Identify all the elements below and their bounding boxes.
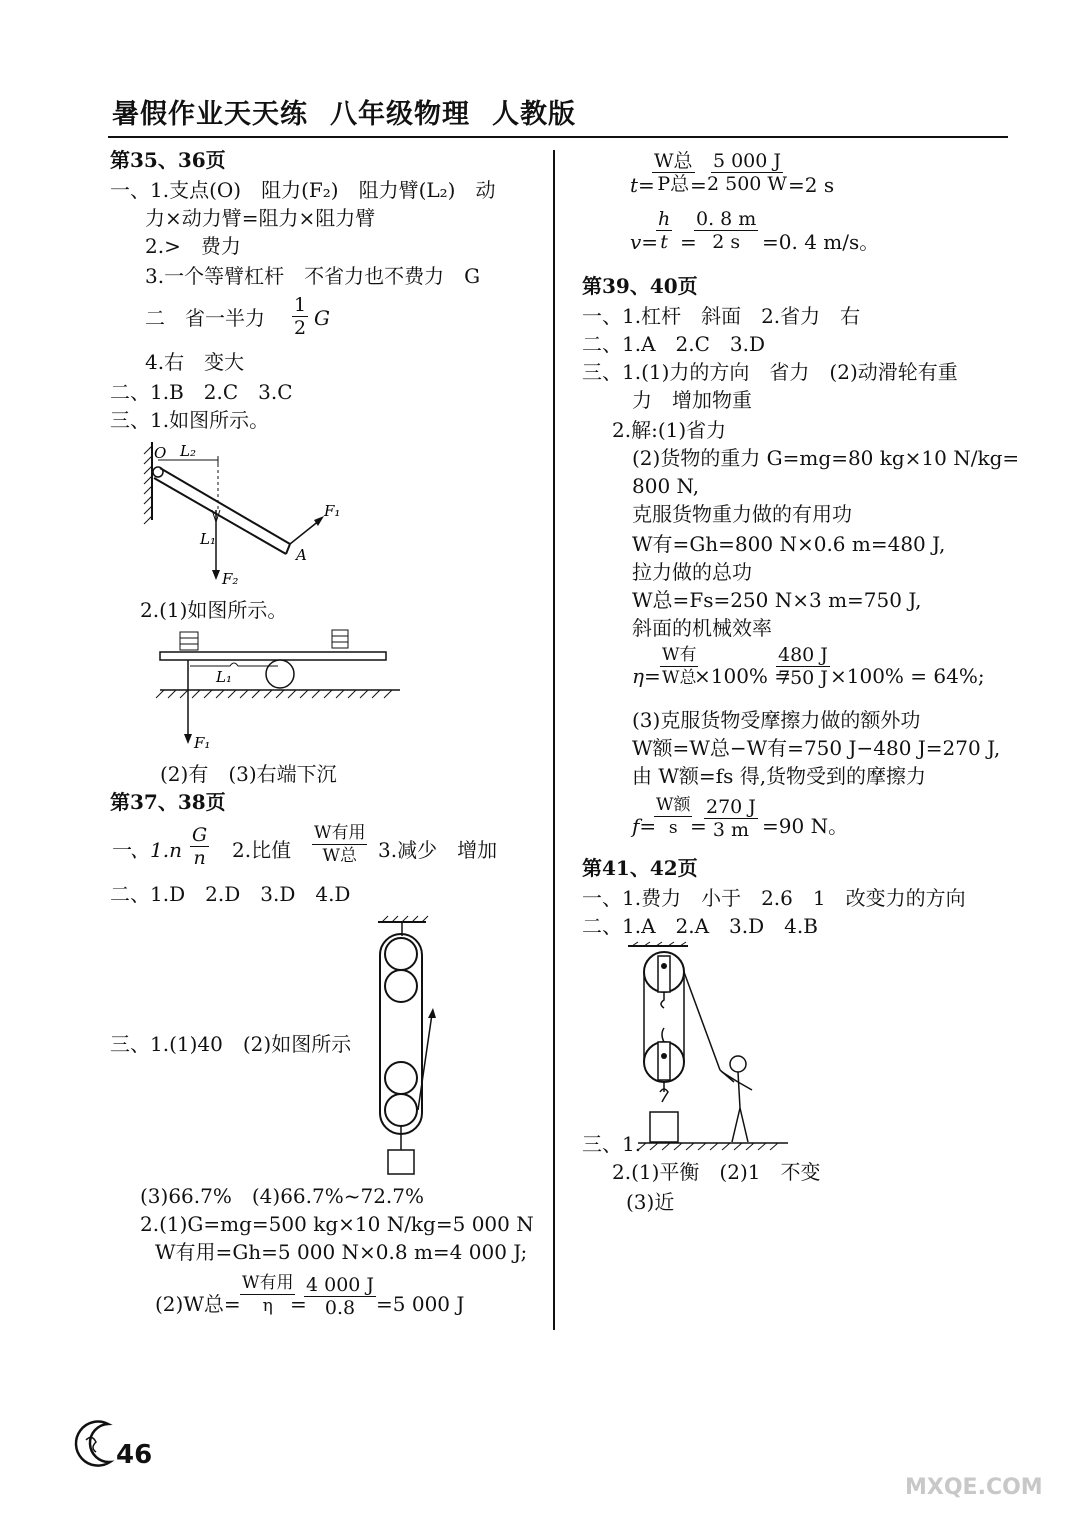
equation-part: ×100% = <box>694 664 792 688</box>
numerator: 4 000 J <box>306 1274 375 1296</box>
equation-result: =0. 4 m/s。 <box>762 230 880 254</box>
pulley-person-diagram <box>618 942 798 1152</box>
numerator: W总 <box>654 150 693 172</box>
answer-line: 2.(1)平衡 (2)1 不变 <box>612 1160 821 1184</box>
section-heading: 第35、36页 <box>110 148 226 172</box>
denominator: t <box>660 231 668 253</box>
answer-line: 一、1.支点(O) 阻力(F₂) 阻力臂(L₂) 动 <box>110 178 496 202</box>
answer-line: 克服货物重力做的有用功 <box>632 502 852 526</box>
equation-lhs: v= <box>630 230 659 254</box>
fraction <box>704 796 758 841</box>
denominator: η <box>262 1296 273 1316</box>
equation-result: =90 N。 <box>762 814 849 838</box>
fraction <box>652 150 695 195</box>
answer-line: 力×动力臂=阻力×阻力臂 <box>145 206 376 230</box>
denominator: W总 <box>662 668 697 688</box>
numerator: 5 000 J <box>712 150 782 172</box>
answer-line: =5 000 J <box>376 1292 465 1316</box>
numerator: G <box>192 824 208 846</box>
answer-line: 斜面的机械效率 <box>632 616 772 640</box>
answer-line: 由 W额=fs 得,货物受到的摩擦力 <box>632 764 927 788</box>
plank-diagram <box>150 626 400 754</box>
fig1-label-a: A <box>296 546 307 564</box>
answer-line: 二 省一半力 <box>145 306 265 330</box>
header-rule <box>108 136 1008 138</box>
fraction <box>292 294 308 339</box>
denominator: 2 <box>294 317 307 339</box>
denominator: 2 500 W <box>707 173 787 195</box>
numerator: W额 <box>656 795 691 815</box>
page-number: 46 <box>116 1440 153 1470</box>
answer-line: 2.(1)如图所示。 <box>140 598 288 622</box>
answer-line: 二、1.B 2.C 3.C <box>110 380 293 404</box>
equation-result: =2 s <box>788 173 835 197</box>
subject-title: 八年级物理 <box>330 99 470 130</box>
numerator: W有 <box>662 645 697 665</box>
answer-line: W有=Gh=800 N×0.6 m=480 J, <box>632 532 946 556</box>
section-heading: 第41、42页 <box>582 856 698 880</box>
numerator: W有用 <box>314 823 366 843</box>
answer-line: 三、1. <box>582 1132 642 1156</box>
answer-line: G <box>314 306 330 330</box>
lever-diagram <box>140 438 360 590</box>
fraction <box>240 1272 295 1317</box>
book-title: 暑假作业天天练 <box>112 99 308 130</box>
answer-line: 三、1.(1)40 (2)如图所示 <box>110 1032 352 1056</box>
fraction <box>312 822 367 867</box>
fraction <box>705 150 789 195</box>
answer-line: 二、1.A 2.C 3.D <box>582 332 766 356</box>
answer-line: 4.右 变大 <box>145 350 245 374</box>
answer-line: 三、1.(1)力的方向 省力 (2)动滑轮有重 <box>582 360 958 384</box>
numerator: 0. 8 m <box>696 208 757 230</box>
fig1-label-o: O <box>154 444 167 462</box>
equation-lhs: f= <box>632 814 657 838</box>
equation-lhs: η= <box>632 664 661 688</box>
answer-line: (2)货物的重力 G=mg=80 kg×10 N/kg= <box>632 446 1020 470</box>
equation-result: ×100% = 64%; <box>830 664 985 688</box>
answer-line: 一、1.杠杆 斜面 2.省力 右 <box>582 304 861 328</box>
denominator: s <box>668 818 678 838</box>
answer-line: W额=W总−W有=750 J−480 J=270 J, <box>632 736 1001 760</box>
moon-logo-icon <box>70 1418 120 1468</box>
answer-line: 三、1.如图所示。 <box>110 408 270 432</box>
fraction <box>654 794 692 839</box>
fraction <box>304 1274 376 1319</box>
answer-line: (2)有 (3)右端下沉 <box>160 762 337 786</box>
answer-line: 一、1.n <box>110 838 182 862</box>
answer-line: 800 N, <box>632 474 700 498</box>
numerator: W有用 <box>242 1273 294 1293</box>
answer-line: 二、1.A 2.A 3.D 4.B <box>582 914 818 938</box>
answer-line: 3.一个等臂杠杆 不省力也不费力 G <box>145 264 481 288</box>
section-heading: 第37、38页 <box>110 790 226 814</box>
answer-line: 拉力做的总功 <box>632 560 752 584</box>
numerator: 1 <box>294 294 307 316</box>
denominator: 2 s <box>712 231 741 253</box>
answer-line: 3.减少 增加 <box>378 838 498 862</box>
section-heading: 第39、40页 <box>582 274 698 298</box>
fig1-label-f1: F₁ <box>324 502 341 520</box>
answer-line: 力 增加物重 <box>632 388 752 412</box>
fig2-label-f1: F₁ <box>194 734 211 752</box>
numerator: 270 J <box>706 796 756 818</box>
answer-line: W总=Fs=250 N×3 m=750 J, <box>632 588 922 612</box>
answer-line: (2)W总= <box>155 1292 241 1316</box>
pulley-block-diagram <box>370 914 450 1178</box>
page-header <box>112 92 598 131</box>
answer-line: W有用=Gh=5 000 N×0.8 m=4 000 J; <box>155 1240 528 1264</box>
fraction <box>776 644 830 689</box>
fig1-label-l2: L₂ <box>180 442 196 460</box>
answer-line: (3)66.7% (4)66.7%~72.7% <box>140 1184 425 1208</box>
fraction <box>660 644 698 689</box>
column-divider <box>553 150 555 1330</box>
fig1-label-l1: L₁ <box>200 530 216 548</box>
fraction <box>190 824 209 869</box>
edition-title: 人教版 <box>492 99 576 130</box>
watermark: MXQE.COM <box>905 1475 1043 1500</box>
fig1-label-f2: F₂ <box>222 570 239 588</box>
denominator: P总 <box>657 173 690 195</box>
answer-line: 2.解:(1)省力 <box>612 418 727 442</box>
answer-line: (3)近 <box>626 1190 675 1214</box>
numerator: 480 J <box>778 644 828 666</box>
answer-line: 2.(1)G=mg=500 kg×10 N/kg=5 000 N <box>140 1212 534 1236</box>
fraction <box>656 208 672 253</box>
answer-line: (3)克服货物受摩擦力做的额外功 <box>632 708 921 732</box>
answer-line: 2.比值 <box>232 838 292 862</box>
numerator: h <box>658 208 671 230</box>
answer-line: 二、1.D 2.D 3.D 4.D <box>110 882 351 906</box>
denominator: 3 m <box>712 819 750 841</box>
answer-line: 一、1.费力 小于 2.6 1 改变力的方向 <box>582 886 966 910</box>
equation-lhs: t= <box>630 173 655 197</box>
denominator: 750 J <box>778 667 828 689</box>
denominator: n <box>193 847 206 869</box>
denominator: W总 <box>322 846 357 866</box>
fraction <box>694 208 758 253</box>
answer-line: 2.> 费力 <box>145 234 241 258</box>
denominator: 0.8 <box>324 1297 356 1319</box>
fig2-label-l1: L₁ <box>216 668 232 686</box>
